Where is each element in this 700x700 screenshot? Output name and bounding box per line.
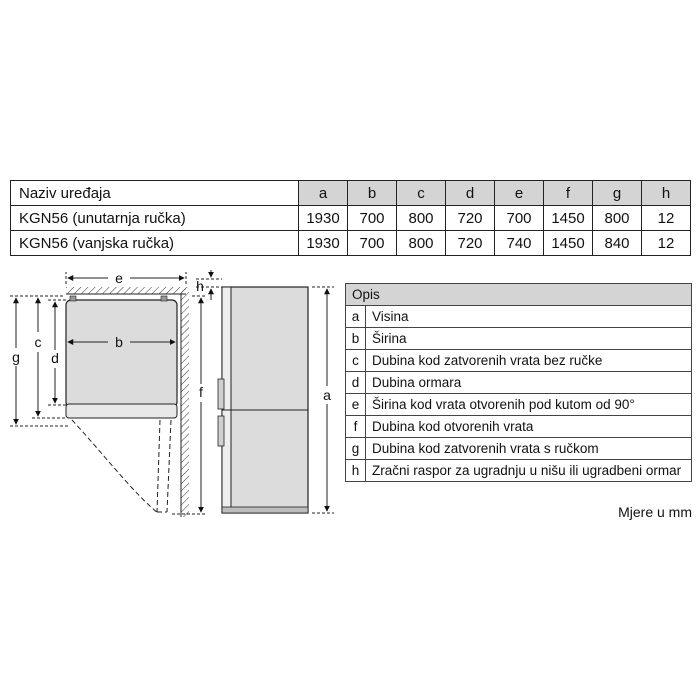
table-row <box>11 206 691 231</box>
legend-key: d <box>346 372 366 394</box>
label-d: d <box>51 350 59 366</box>
row-device-name: KGN56 (unutarnja ručka) <box>11 206 299 231</box>
cell-b: 700 <box>348 231 397 256</box>
table-header-row <box>11 181 691 206</box>
cell-e: 740 <box>495 231 544 256</box>
cell-a: 1930 <box>299 206 348 231</box>
legend-text: Zračni raspor za ugradnju u nišu ili ugradbeni ormar <box>366 460 692 482</box>
cell-h: 12 <box>642 231 691 256</box>
cell-g: 840 <box>593 231 642 256</box>
header-g: g <box>593 181 642 206</box>
cell-c: 800 <box>397 231 446 256</box>
legend-key: b <box>346 328 366 350</box>
legend-key: e <box>346 394 366 416</box>
header-f: f <box>544 181 593 206</box>
header-c: c <box>397 181 446 206</box>
header-d: d <box>446 181 495 206</box>
fridge-dimension-drawing <box>0 262 345 530</box>
dimension-c <box>32 298 66 418</box>
header-h: h <box>642 181 691 206</box>
cell-d: 720 <box>446 206 495 231</box>
header-device-name: Naziv uređaja <box>11 181 299 206</box>
label-a: a <box>323 387 331 403</box>
legend-item <box>346 460 692 482</box>
legend-item <box>346 328 692 350</box>
legend-key: a <box>346 306 366 328</box>
label-f: f <box>199 384 203 400</box>
cell-g: 800 <box>593 206 642 231</box>
units-note: Mjere u mm <box>618 504 692 520</box>
legend-item <box>346 438 692 460</box>
row-device-name: KGN56 (vanjska ručka) <box>11 231 299 256</box>
dimension-e <box>66 270 186 286</box>
label-h: h <box>196 278 204 294</box>
legend-text: Dubina kod otvorenih vrata <box>366 416 692 438</box>
header-a: a <box>299 181 348 206</box>
fridge-side-view <box>196 270 308 513</box>
dimension-g <box>10 296 70 426</box>
label-g: g <box>12 349 20 365</box>
legend-table <box>345 283 692 482</box>
legend-text: Širina kod vrata otvorenih pod kutom od 90° <box>366 394 692 416</box>
legend-text: Dubina ormara <box>366 372 692 394</box>
fridge-top-view <box>66 296 177 513</box>
label-b: b <box>115 334 123 350</box>
dimensions-table <box>10 180 691 256</box>
legend-key: h <box>346 460 366 482</box>
label-e: e <box>115 270 123 286</box>
cell-f: 1450 <box>544 231 593 256</box>
legend-text: Visina <box>366 306 692 328</box>
legend-text: Dubina kod zatvorenih vrata s ručkom <box>366 438 692 460</box>
legend-item <box>346 306 692 328</box>
legend-item <box>346 350 692 372</box>
cell-c: 800 <box>397 206 446 231</box>
header-b: b <box>348 181 397 206</box>
dimension-a <box>312 287 334 513</box>
legend-text: Širina <box>366 328 692 350</box>
cell-e: 700 <box>495 206 544 231</box>
header-e: e <box>495 181 544 206</box>
legend-item <box>346 372 692 394</box>
legend-key: f <box>346 416 366 438</box>
cell-d: 720 <box>446 231 495 256</box>
legend-text: Dubina kod zatvorenih vrata bez ručke <box>366 350 692 372</box>
label-c: c <box>34 334 42 350</box>
cell-h: 12 <box>642 206 691 231</box>
table-row <box>11 231 691 256</box>
legend-key: g <box>346 438 366 460</box>
cell-b: 700 <box>348 206 397 231</box>
cell-a: 1930 <box>299 231 348 256</box>
legend-header: Opis <box>346 284 692 306</box>
legend-item <box>346 416 692 438</box>
dimension-d <box>48 300 66 405</box>
legend-key: c <box>346 350 366 372</box>
cell-f: 1450 <box>544 206 593 231</box>
legend-item <box>346 394 692 416</box>
legend-header-row <box>346 284 692 306</box>
